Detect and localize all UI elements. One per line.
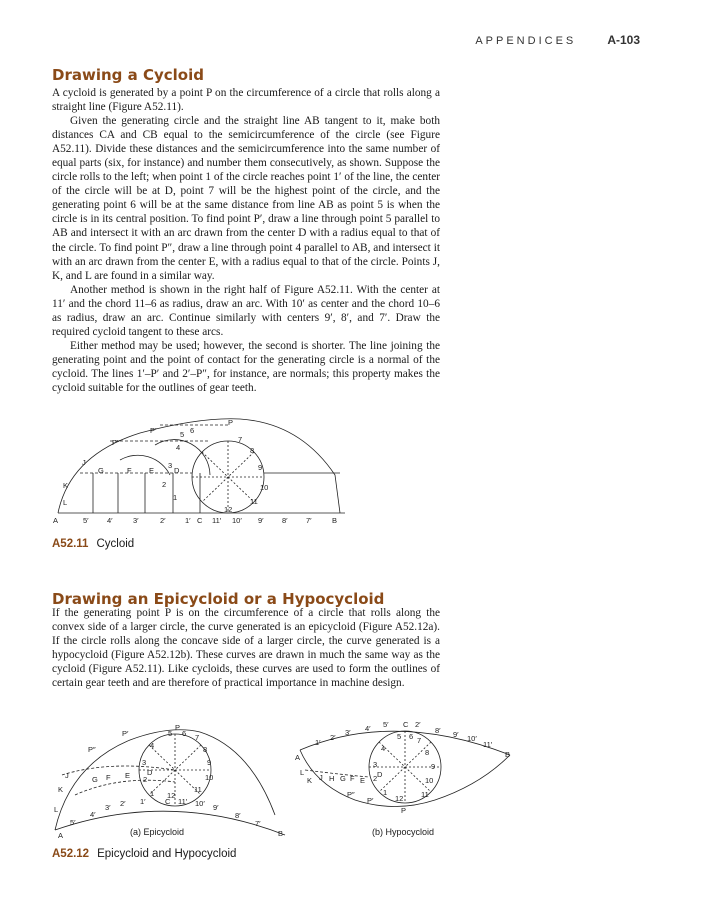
svg-text:8′: 8′ [235, 811, 241, 820]
svg-text:D: D [174, 466, 180, 475]
svg-text:P: P [401, 806, 407, 815]
svg-text:10′: 10′ [195, 799, 205, 808]
cycloid-text [52, 86, 440, 395]
svg-text:12: 12 [395, 794, 404, 803]
svg-text:2′: 2′ [415, 720, 421, 729]
svg-text:9′: 9′ [453, 730, 459, 739]
svg-text:10: 10 [425, 776, 434, 785]
svg-text:8: 8 [250, 446, 255, 455]
svg-text:4: 4 [381, 744, 386, 753]
svg-text:3: 3 [142, 758, 147, 767]
svg-text:2: 2 [143, 775, 148, 784]
svg-text:C: C [403, 720, 409, 729]
svg-text:A: A [58, 831, 64, 840]
svg-text:3′: 3′ [105, 803, 111, 812]
section-name: APPENDICES [475, 35, 577, 47]
svg-text:8′: 8′ [282, 516, 288, 525]
svg-text:L: L [300, 768, 305, 777]
svg-text:9′: 9′ [258, 516, 264, 525]
svg-text:3′: 3′ [133, 516, 139, 525]
epicycloid-figure [50, 720, 290, 840]
svg-text:4: 4 [176, 443, 181, 452]
figure-caption-text: Epicycloid and Hypocycloid [97, 848, 237, 860]
svg-text:11: 11 [194, 785, 202, 794]
svg-text:P″: P″ [88, 745, 96, 754]
label-a: A [53, 516, 59, 525]
svg-text:7: 7 [195, 733, 200, 742]
svg-text:E: E [125, 771, 131, 780]
subcaption-hypocycloid: (b) Hypocycloid [372, 827, 435, 837]
svg-text:10′: 10′ [232, 516, 242, 525]
svg-text:4′: 4′ [365, 724, 371, 733]
svg-text:12: 12 [224, 505, 233, 514]
svg-text:3: 3 [168, 461, 173, 470]
svg-text:1: 1 [150, 789, 155, 798]
section-title-epicycloid: Drawing an Epicycloid or a Hypocycloid [52, 590, 385, 608]
svg-text:2: 2 [373, 774, 378, 783]
svg-text:5: 5 [397, 732, 402, 741]
svg-text:L: L [63, 498, 68, 507]
paragraph [52, 114, 440, 283]
svg-text:11′: 11′ [212, 516, 222, 525]
svg-text:1: 1 [383, 788, 388, 797]
svg-text:H: H [329, 774, 335, 783]
svg-text:5: 5 [180, 430, 185, 439]
svg-text:2′: 2′ [330, 733, 336, 742]
running-header [475, 33, 640, 47]
svg-text:C: C [197, 516, 203, 525]
svg-text:10: 10 [205, 773, 214, 782]
svg-text:1′: 1′ [140, 797, 146, 806]
svg-text:5′: 5′ [383, 720, 389, 729]
svg-text:4′: 4′ [90, 810, 96, 819]
svg-text:J: J [65, 771, 69, 780]
svg-text:P″: P″ [112, 438, 120, 447]
svg-text:J: J [82, 458, 86, 467]
svg-text:A: A [295, 753, 301, 762]
svg-text:9: 9 [258, 463, 263, 472]
svg-text:10: 10 [260, 483, 269, 492]
label-p: P [228, 418, 234, 427]
svg-text:E: E [360, 776, 366, 785]
svg-text:7: 7 [417, 736, 422, 745]
svg-text:11′: 11′ [178, 797, 188, 806]
svg-text:7′: 7′ [306, 516, 312, 525]
svg-text:8′: 8′ [435, 726, 441, 735]
svg-text:6: 6 [190, 426, 195, 435]
paragraph-1: A cycloid is generated by a point P on the circumference of a circle that rolls along a straight line (Figure A52.11). [52, 87, 440, 114]
paragraph [52, 86, 440, 114]
svg-text:7′: 7′ [255, 819, 261, 828]
svg-text:G: G [340, 774, 346, 783]
svg-text:2′: 2′ [160, 516, 166, 525]
svg-text:4′: 4′ [107, 516, 113, 525]
svg-text:10′: 10′ [467, 734, 477, 743]
svg-text:B: B [278, 829, 284, 838]
svg-text:2′: 2′ [120, 799, 126, 808]
svg-text:P′: P′ [367, 796, 374, 805]
svg-text:P: P [175, 723, 181, 732]
svg-text:B: B [505, 750, 511, 759]
svg-text:1: 1 [173, 493, 178, 502]
svg-text:11′: 11′ [483, 740, 493, 749]
svg-text:F: F [127, 466, 132, 475]
svg-text:2: 2 [162, 480, 167, 489]
svg-text:3′: 3′ [345, 728, 351, 737]
label-b: B [332, 516, 338, 525]
figure-caption-cycloid [52, 538, 134, 550]
svg-text:F: F [350, 774, 355, 783]
svg-text:D: D [377, 770, 383, 779]
svg-text:9: 9 [431, 762, 436, 771]
svg-text:K: K [63, 481, 69, 490]
svg-text:5′: 5′ [70, 818, 76, 827]
svg-text:L: L [54, 805, 59, 814]
svg-text:5′: 5′ [83, 516, 89, 525]
svg-text:4: 4 [150, 741, 155, 750]
cycloid-figure [50, 415, 350, 530]
section-title-cycloid: Drawing a Cycloid [52, 66, 204, 84]
svg-text:P′: P′ [122, 729, 129, 738]
svg-text:12: 12 [167, 791, 176, 800]
svg-text:8: 8 [425, 748, 430, 757]
svg-text:P″: P″ [347, 790, 355, 799]
svg-text:P′: P′ [150, 426, 157, 435]
figure-caption-text: Cycloid [96, 538, 135, 550]
paragraph-5: If the generating point P is on the circumference of a circle that rolls along the convex side of a larger circle, the curve generated is an epicycloid (Figure A52.12a). If the circle rolls along the concave side of a larger circle, the curve generated is a hypocycloid (Figure A52.12b). These curves are drawn in much the same way as the cycloid (Figure A52.11). Like cycloids, these curves are used to form the outlines of certain gear teeth and are therefore of practical importance in machine design. [52, 607, 440, 690]
svg-text:E: E [149, 466, 155, 475]
figure-caption-epicycloid [52, 848, 236, 860]
paragraph [52, 606, 440, 690]
svg-text:9: 9 [207, 758, 212, 767]
figure-number: A52.11 [52, 538, 89, 550]
svg-text:K: K [307, 776, 313, 785]
svg-text:3: 3 [373, 760, 378, 769]
svg-text:D: D [147, 768, 153, 777]
svg-text:11: 11 [421, 790, 429, 799]
epicycloid-text [52, 606, 440, 690]
svg-text:C: C [165, 797, 171, 806]
page-number: A-103 [607, 33, 640, 47]
svg-text:8: 8 [203, 745, 208, 754]
svg-text:J: J [319, 773, 323, 782]
svg-text:G: G [98, 466, 104, 475]
svg-text:1′: 1′ [315, 738, 321, 747]
paragraph [52, 339, 440, 395]
figure-number: A52.12 [52, 848, 90, 860]
paragraph-4: Either method may be used; however, the second is shorter. The line joining the generating point and the point of contact for the generating circle is a normal of the cycloid. The lines 1′–P′ and 2′–P″, for instance, are normals; this property makes the cycloid suitable for the outlines of gear teeth. [52, 339, 440, 394]
svg-text:6: 6 [409, 732, 414, 741]
subcaption-epicycloid: (a) Epicycloid [130, 827, 185, 837]
svg-text:K: K [58, 785, 64, 794]
svg-text:F: F [106, 773, 111, 782]
svg-text:9′: 9′ [213, 803, 219, 812]
svg-text:6: 6 [182, 729, 187, 738]
svg-text:7: 7 [238, 435, 243, 444]
paragraph-3: Another method is shown in the right half of Figure A52.11. With the center at 11′ and the chord 11–6 as radius, draw an arc. With 10′ as center and the chord 10–6 as radius, draw an arc. Continue similarly with centers 9′, 8′, and 7′. Draw the required cycloid tangent to these arcs. [52, 283, 440, 338]
svg-text:11: 11 [250, 497, 258, 506]
svg-text:1′: 1′ [185, 516, 191, 525]
svg-text:G: G [92, 775, 98, 784]
hypocycloid-figure [295, 715, 520, 820]
svg-text:5: 5 [168, 729, 173, 738]
paragraph-2: Given the generating circle and the straight line AB tangent to it, make both distances CA and CB equal to the semicircumference of the circle (see Figure A52.11). Divide these distances and the semicircumference into the same number of equal parts (six, for instance) and number them consecutively, as shown. Suppose the circle rolls to the left; when point 1 of the circle reaches point 1′ of the line, the center of the circle will be at D, point 7 will be the highest point of the circle, and the generating point 6 will be at the same distance from line AB as point 5 is when the circle is in its central position. To find point P′, draw a line through point 5 parallel to AB and intersect it with an arc drawn from the center D with a radius equal to that of the circle. To find point P″, draw a line through point 4 parallel to AB, and intersect it with an arc drawn from the center E, with a radius equal to that of the circle. Points J, K, and L are found in a similar way. [52, 115, 440, 282]
paragraph [52, 283, 440, 339]
